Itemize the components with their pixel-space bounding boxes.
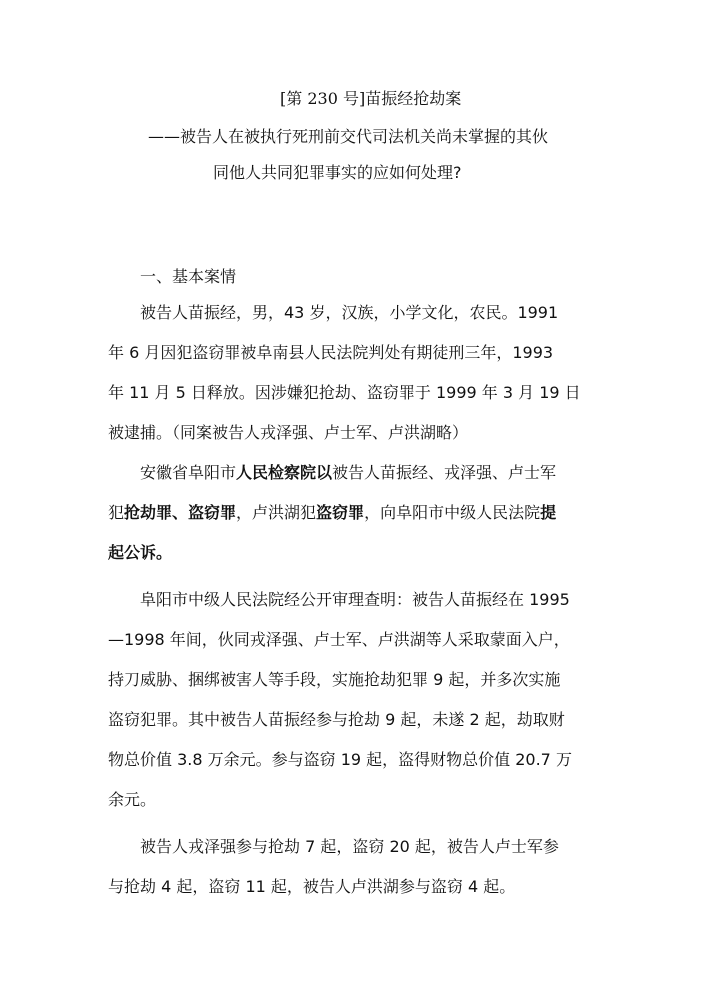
- body-line: [108, 383, 581, 403]
- text-segment: 被告人戎泽强参与抢劫 7 起，盗窃 20 起，被告人卢士军参: [140, 837, 559, 856]
- bold-text: 起公诉。: [108, 543, 173, 562]
- body-line: [140, 463, 556, 483]
- text-segment: 盗窃犯罪。其中被告人苗振经参与抢劫 9 起，未遂 2 起，劫取财: [108, 710, 565, 729]
- body-line: [108, 750, 572, 770]
- bold-text: 提: [540, 503, 557, 522]
- text-segment: 物总价值 3.8 万余元。参与盗窃 19 起，盗得财物总价值 20.7 万: [108, 750, 572, 769]
- text-segment: 阜阳市中级人民法院经公开审理查明：被告人苗振经在 1995: [140, 590, 570, 609]
- body-line: [108, 877, 515, 897]
- case-title: [第 230 号]苗振经抢劫案: [280, 89, 462, 108]
- text-segment: 余元。: [108, 790, 157, 809]
- body-line: [108, 710, 565, 730]
- section-heading: 一、基本案情: [140, 267, 237, 286]
- text-segment: 与抢劫 4 起，盗窃 11 起，被告人卢洪湖参与盗窃 4 起。: [108, 877, 516, 896]
- body-line: [140, 303, 558, 323]
- text-segment: 持刀威胁、捆绑被害人等手段，实施抢劫犯罪 9 起，并多次实施: [108, 670, 561, 689]
- body-line: [140, 590, 570, 610]
- body-line: [108, 543, 172, 563]
- text-segment: 被告人苗振经、戎泽强、卢士军: [332, 463, 557, 482]
- subtitle-line-2: 同他人共同犯罪事实的应如何处理?: [213, 163, 462, 182]
- text-segment: 安徽省阜阳市: [140, 463, 237, 482]
- body-line: [108, 630, 570, 650]
- text-segment: ，卢洪湖犯: [236, 503, 317, 522]
- text-segment: 犯: [108, 503, 125, 522]
- body-line: [108, 670, 560, 690]
- text-segment: 年 11 月 5 日释放。因涉嫌犯抢劫、盗窃罪于 1999 年 3 月 19 日: [108, 383, 581, 402]
- text-segment: 被逮捕。（同案被告人戎泽强、卢士军、卢洪湖略）: [108, 423, 469, 442]
- bold-text: 抢劫罪、盗窃罪: [124, 503, 237, 522]
- body-line: [108, 503, 556, 523]
- body-line: [108, 423, 468, 443]
- text-segment: —1998 年间，伙同戎泽强、卢士军、卢洪湖等人采取蒙面入户，: [108, 630, 570, 649]
- text-segment: 被告人苗振经，男，43 岁，汉族，小学文化，农民。1991: [140, 303, 559, 322]
- bold-text: 盗窃罪: [316, 503, 365, 522]
- text-segment: 年 6 月因犯盗窃罪被阜南县人民法院判处有期徒刑三年，1993: [108, 343, 554, 362]
- subtitle-line-1: ——被告人在被执行死刑前交代司法机关尚未掌握的其伙: [148, 127, 549, 146]
- body-line: [140, 837, 559, 857]
- body-line: [108, 790, 156, 810]
- bold-text: 人民检察院以: [236, 463, 333, 482]
- body-line: [108, 343, 553, 363]
- text-segment: ，向阜阳市中级人民法院: [364, 503, 541, 522]
